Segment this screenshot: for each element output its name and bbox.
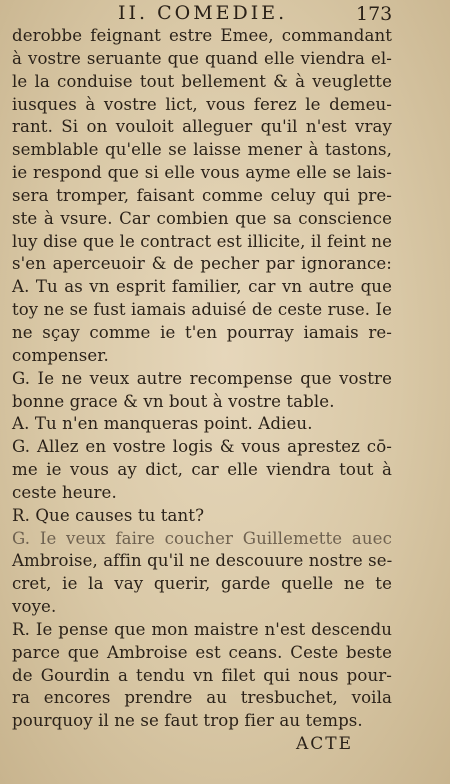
page-number: 173 — [356, 3, 393, 25]
text-line: rant. Si on vouloit alleguer qu'il n'est vray — [12, 117, 392, 137]
text-line: semblable qu'elle se laisse mener à tastons, — [12, 140, 392, 160]
text-line: luy dise que le contract est illicite, il feint ne — [12, 231, 393, 251]
text-line: iusques à vostre lict, vous ferez le demeu- — [12, 94, 392, 114]
text-line: R. Que causes tu tant? — [12, 505, 205, 525]
text-line: ra encores prendre au tresbuchet, voila — [12, 688, 392, 708]
text-line: G. Ie veux faire coucher Guillemette auec — [12, 528, 392, 548]
text-line: à vostre seruante que quand elle viendra el- — [12, 48, 392, 68]
text-line: derobbe feignant estre Emee, commandant — [12, 26, 392, 45]
text-line: ste à vsure. Car combien que sa conscience — [12, 208, 392, 228]
text-line: ceste heure. — [12, 482, 117, 502]
text-line: bonne grace & vn bout à vostre table. — [12, 391, 335, 411]
text-line: cret, ie la vay querir, garde quelle ne te — [12, 574, 392, 594]
text-line: voye. — [12, 597, 57, 617]
text-line: pourquoy il ne se faut trop fier au temps. — [12, 711, 363, 731]
text-line: R. Ie pense que mon maistre n'est descendu — [12, 619, 392, 639]
text-line: Ambroise, affin qu'il ne descouure nostre se- — [12, 551, 393, 571]
text-line: A. Tu n'en manqueras point. Adieu. — [12, 414, 313, 434]
text-line: G. Allez en vostre logis & vous aprestez cō- — [12, 437, 392, 457]
body-text — [12, 25, 392, 733]
text-line: A. Tu as vn esprit familier, car vn autre que — [12, 277, 392, 297]
text-line: de Gourdin a tendu vn filet qui nous pour- — [12, 665, 392, 685]
text-line: le la conduise tout bellement & à veuglette — [12, 71, 392, 91]
text-line: sera tromper, faisant comme celuy qui pre- — [12, 185, 392, 205]
text-line: toy ne se fust iamais aduisé de ceste ruse. Ie — [12, 300, 392, 320]
text-line: ne sçay comme ie t'en pourray iamais re- — [12, 322, 392, 342]
running-title: II. COMEDIE. — [118, 2, 288, 24]
text-line: parce que Ambroise est ceans. Ceste beste — [12, 642, 392, 662]
text-line: compenser. — [12, 345, 109, 365]
catchword: ACTE — [296, 734, 354, 754]
text-line: ie respond que si elle vous ayme elle se lais- — [12, 163, 392, 183]
text-line: G. Ie ne veux autre recompense que vostre — [12, 368, 392, 388]
text-line: me ie vous ay dict, car elle viendra tout à — [12, 460, 392, 480]
text-line: s'en aperceuoir & de pecher par ignorance: — [12, 254, 392, 274]
